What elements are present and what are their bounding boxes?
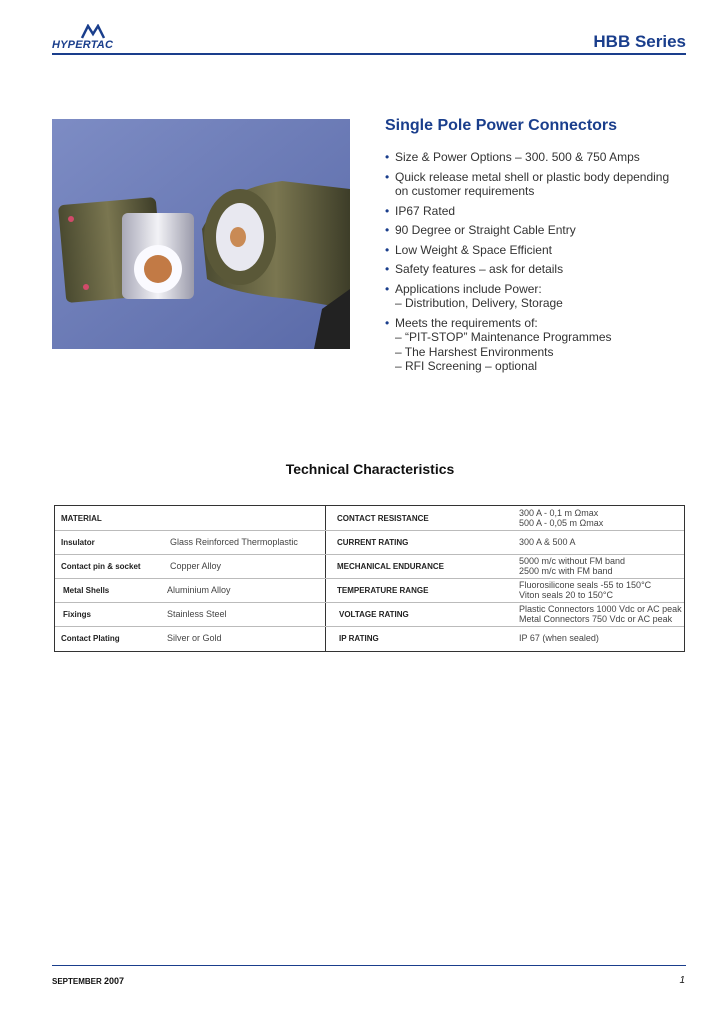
product-title: Single Pole Power Connectors <box>385 117 618 134</box>
connector-photo <box>52 119 350 349</box>
feature-item: • Low Weight & Space Efficient <box>385 243 695 258</box>
series-title: HBB Series <box>593 32 686 51</box>
table-row: Contact Plating Silver or Gold IP RATING IP 67 (when sealed) <box>61 633 599 643</box>
page-number: 1 <box>679 975 685 986</box>
technical-title: Technical Characteristics <box>285 461 455 477</box>
footer-rule <box>52 965 686 966</box>
feature-item: • 90 Degree or Straight Cable Entry <box>385 223 695 238</box>
feature-item: • Safety features – ask for details <box>385 262 695 277</box>
hypertac-logo <box>52 24 132 52</box>
page-header <box>0 0 720 62</box>
feature-item: • Size & Power Options – 300. 500 & 750 Amps <box>385 150 695 165</box>
footer-month: SEPTEMBER <box>52 977 102 986</box>
feature-list <box>385 150 695 379</box>
footer-date <box>52 976 124 986</box>
table-row: Fixings Stainless Steel VOLTAGE RATING Plastic Connectors 1000 Vdc or AC peak Metal Connectors 750 Vdc or AC peak <box>63 604 682 624</box>
logo-text: HYPERTAC <box>52 39 114 51</box>
feature-item: • IP67 Rated <box>385 204 695 219</box>
feature-item: • Meets the requirements of: – “PIT-STOP” Maintenance Programmes – The Harshest Environments – RFI Screening – optional <box>385 316 695 374</box>
hypertac-logo-icon <box>80 24 106 40</box>
feature-item: • Applications include Power: – Distribution, Delivery, Storage <box>385 282 695 311</box>
feature-item: • Quick release metal shell or plastic body depending on customer requirements <box>385 170 695 199</box>
table-row: Insulator Glass Reinforced Thermoplastic CURRENT RATING 300 A & 500 A <box>61 537 576 547</box>
header-rule <box>52 53 686 55</box>
table-row: Contact pin & socket Copper Alloy MECHANICAL ENDURANCE 5000 m/c without FM band 2500 m/c with FM band <box>61 556 626 576</box>
table-row: Metal Shells Aluminium Alloy TEMPERATURE RANGE Fluorosilicone seals -55 to 150°C Viton seals 20 to 150°C <box>63 580 652 600</box>
technical-table <box>54 505 685 652</box>
table-row: MATERIAL CONTACT RESISTANCE 300 A - 0,1 m Ωmax 500 A - 0,05 m Ωmax <box>61 508 604 528</box>
footer-year: 2007 <box>104 976 125 986</box>
